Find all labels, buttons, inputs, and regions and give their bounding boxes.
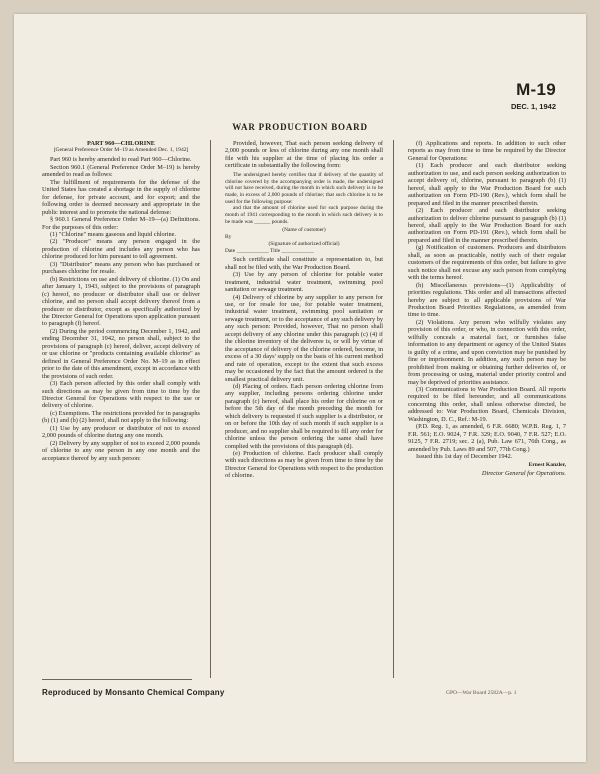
paragraph: (2) Delivery by any supplier of not to exceed 2,000 pounds of chlorine to any one person in any one month and the acceptance thereof by any such person: [42, 439, 200, 462]
paragraph: (2) During the period commencing December 1, 1942, and ending December 31, 1942, no person shall, subject to the provisions of paragraph (c) hereof, deliver, accept delivery of or use chlorine or "products containing available chlorine" as defined in General Preference Order No. M–19 as in effect prior to the date of this amendment, except in accordance with the provisions of such order. [42, 327, 200, 380]
signature-line-name: (Name of customer) [282, 227, 326, 234]
paragraph: (1) "Chlorine" means gaseous and liquid chlorine. [50, 230, 176, 238]
document-page [14, 14, 586, 762]
paragraph: (P.D. Reg. 1, as amended, 6 F.R. 6680; W.P.B. Reg. 1, 7 F.R. 561; E.O. 9024, 7 F.R. 329; E.O. 9040, 7 F.R. 527; E.O. 9125, 7 F.R. 2719; sec. 2 (a), Pub. Law 671, 76th Cong., as amended by Pub. Laws 89 and 507, 77th Cong.) [408, 423, 566, 453]
paragraph: (1) Each producer and each distributor seeking authorization to use, and each person seeking authorization to accept delivery of, chlorine, pursuant to paragraph (b) (1) hereof, shall apply to the War Production Board for such authorization on Form PD-190 (Rev.), which form shall be prepared and filed in the manner prescribed therein. [408, 162, 566, 207]
column-3 [408, 140, 566, 678]
order-subtitle: [General Preference Order M–19 as Amended Dec. 1, 1942] [53, 147, 189, 154]
paragraph: § 960.1 General Preference Order M–19—(a) Definitions. For the purposes of this order: [42, 216, 200, 231]
paragraph: Issued this 1st day of December 1942. [416, 453, 513, 461]
paragraph: Such certificate shall constitute a representation to, but shall not be filed with, the War Production Board. [225, 256, 383, 271]
signature-date-title: Date ____________ Title ____________ [225, 247, 314, 254]
paragraph: (c) Exemptions. The restrictions provided for in paragraphs (b) (1) and (b) (2) hereof, shall not apply to the following: [42, 409, 200, 425]
column-divider [210, 140, 211, 678]
signer-title: Director General for Operations. [481, 469, 566, 477]
document-title: WAR PRODUCTION BOARD [232, 122, 368, 132]
paragraph: Section 960.1 (General Preference Order M–19) is hereby amended to read as follows: [42, 163, 200, 179]
certificate-text: The undersigned hereby certifies that if delivery of the quantity of chlorine covered by the accompanying order is made, the undersigned will not have received, during the month in which such delivery is to be made, in excess of 2,000 pounds of chlorine; that such chlorine is to be used for the following purpose: [225, 171, 383, 205]
paragraph: (3) "Distributor" means any person who has purchased or purchases chlorine for resale. [42, 260, 200, 276]
reproduced-by-credit: Reproduced by Monsanto Chemical Company [42, 688, 225, 697]
paragraph: (2) "Producer" means any person engaged in the production of chlorine and includes any person who has chlorine produced for him pursuant to toll agreement. [42, 238, 200, 261]
column-1 [42, 140, 200, 678]
paragraph: The fulfillment of requirements for the defense of the United States has created a shortage in the supply of chlorine for defense, for private account, and for export; and the following order is deemed necessary and appropriate in the public interest and to promote the national defense: [42, 178, 200, 216]
form-number: M-19 [516, 80, 556, 99]
paragraph: (4) Delivery of chlorine by any supplier to any person for use, or for resale for use, for potable water treatment, industrial water treatment, swimming pool sanitation or sewage treatment, or to the acceptance of any such delivery by any such person: Provided, however, That no person shall accept delivery of any chlorine under this paragraph (c) (4) if the chlorine inventory of the deliveree is, or will by virtue of the acceptance of delivery of the chlorine ordered, become, in excess of a 30 days' supply on the basis of his current method and rate of operation, except to the extent that such excess may be occasioned by the fact that the amount ordered is the smallest practical delivery unit. [225, 293, 383, 383]
paragraph: (2) Violations. Any person who wilfully violates any provision of this order, or who, in connection with this order, wilfully conceals a material fact, or furnishes false information to any department or agency of the United States is guilty of a crime, and upon conviction may be punished by fine or imprisonment. In addition, any such person may be prohibited from making or obtaining further deliveries of, or from processing or using, material under priority control and may be deprived of priorities assistance. [408, 318, 566, 386]
paragraph: (2) Each producer and each distributor seeking authorization to deliver chlorine pursuant to paragraph (b) (1) hereof, shall apply to the War Production Board for such authorization on Form PD-191 (Rev.), which form shall be prepared and filed in the manner prescribed therein. [408, 207, 566, 244]
paragraph: (3) Use by any person of chlorine for potable water treatment, industrial water treatment, swimming pool sanitation or sewage treatment. [225, 271, 383, 294]
form-date: DEC. 1, 1942 [510, 102, 556, 111]
paragraph: (d) Placing of orders. Each person ordering chlorine from any supplier, including persons ordering chlorine under paragraph (c) hereof, shall place his order for chlorine on or before the 5th day of the month preceding the month for which delivery is requested if such supplier is a distributor, or on or before the 10th day of such month if such supplier is a producer, and no supplier shall be required to fill any order for chlorine unless the person ordering the same shall have complied with the provisions of this paragraph (d). [225, 382, 383, 450]
paragraph: (f) Applications and reports. In addition to such other reports as may from time to time be required by the Director General for Operations: [408, 140, 566, 162]
signer-name: Ernest Kanzler, [528, 462, 566, 469]
paragraph: (b) Restrictions on use and delivery of chlorine. (1) On and after January 1, 1943, subject to the provisions of paragraph (c) hereof, no producer or distributor shall use or deliver chlorine, and no person shall accept delivery thereof from a producer or distributor, except as specifically authorized by the Director General for Operations upon application pursuant to paragraph (f) hereof. [42, 275, 200, 328]
part-heading: PART 960—CHLORINE [87, 140, 155, 147]
column-divider [393, 140, 394, 678]
printing-code: GPO—War Board 2582A—p. 1 [446, 690, 517, 696]
paragraph: (e) Production of chlorine. Each producer shall comply with such directions as may be given from time to time by the Director General for Operations with respect to the production of chlorine. [225, 450, 383, 480]
paragraph: Part 960 is hereby amended to read Part 960—Chlorine. [50, 156, 192, 164]
certificate-text: and that the amount of chlorine used for such purpose during the month of 1941 corresponding to the month in which such delivery is to be made was ______ pounds. [225, 205, 383, 225]
paragraph: Provided, however, That each person seeking delivery of 2,000 pounds or less of chlorine during any one month shall file with his supplier at the time of placing his order a certificate in substantially the following form: [225, 140, 383, 170]
paragraph: (g) Notification of customers. Producers and distributors shall, as soon as practicable, notify each of their regular customers of the requirements of this order, but failure to give such notice shall not excuse any such person from complying with the terms hereof. [408, 244, 566, 282]
signature-line-official: (Signature of authorized official) [268, 240, 340, 247]
column-2 [225, 140, 383, 678]
paragraph: (3) Each person affected by this order shall comply with such directions as may be given from time to time by the Director General for Operations with respect to the use or delivery of chlorine. [42, 380, 200, 410]
paragraph: (h) Miscellaneous provisions—(1) Applicability of priorities regulations. This order and all transactions affected hereby are subject to all applicable provisions of War Production Board Priorities Regulations, as amended from time to time. [408, 281, 566, 319]
footer-divider [42, 679, 192, 680]
paragraph: (1) Use by any producer or distributor of not to exceed 2,000 pounds of chlorine during any one month. [42, 424, 200, 440]
paragraph: (3) Communications to War Production Board. All reports required to be filed hereunder, and all communications concerning this order, shall unless otherwise directed, be addressed to: War Production Board, Chemicals Division, Washington, D. C., Ref.: M-19. [408, 385, 566, 423]
signature-by: By [225, 234, 232, 241]
